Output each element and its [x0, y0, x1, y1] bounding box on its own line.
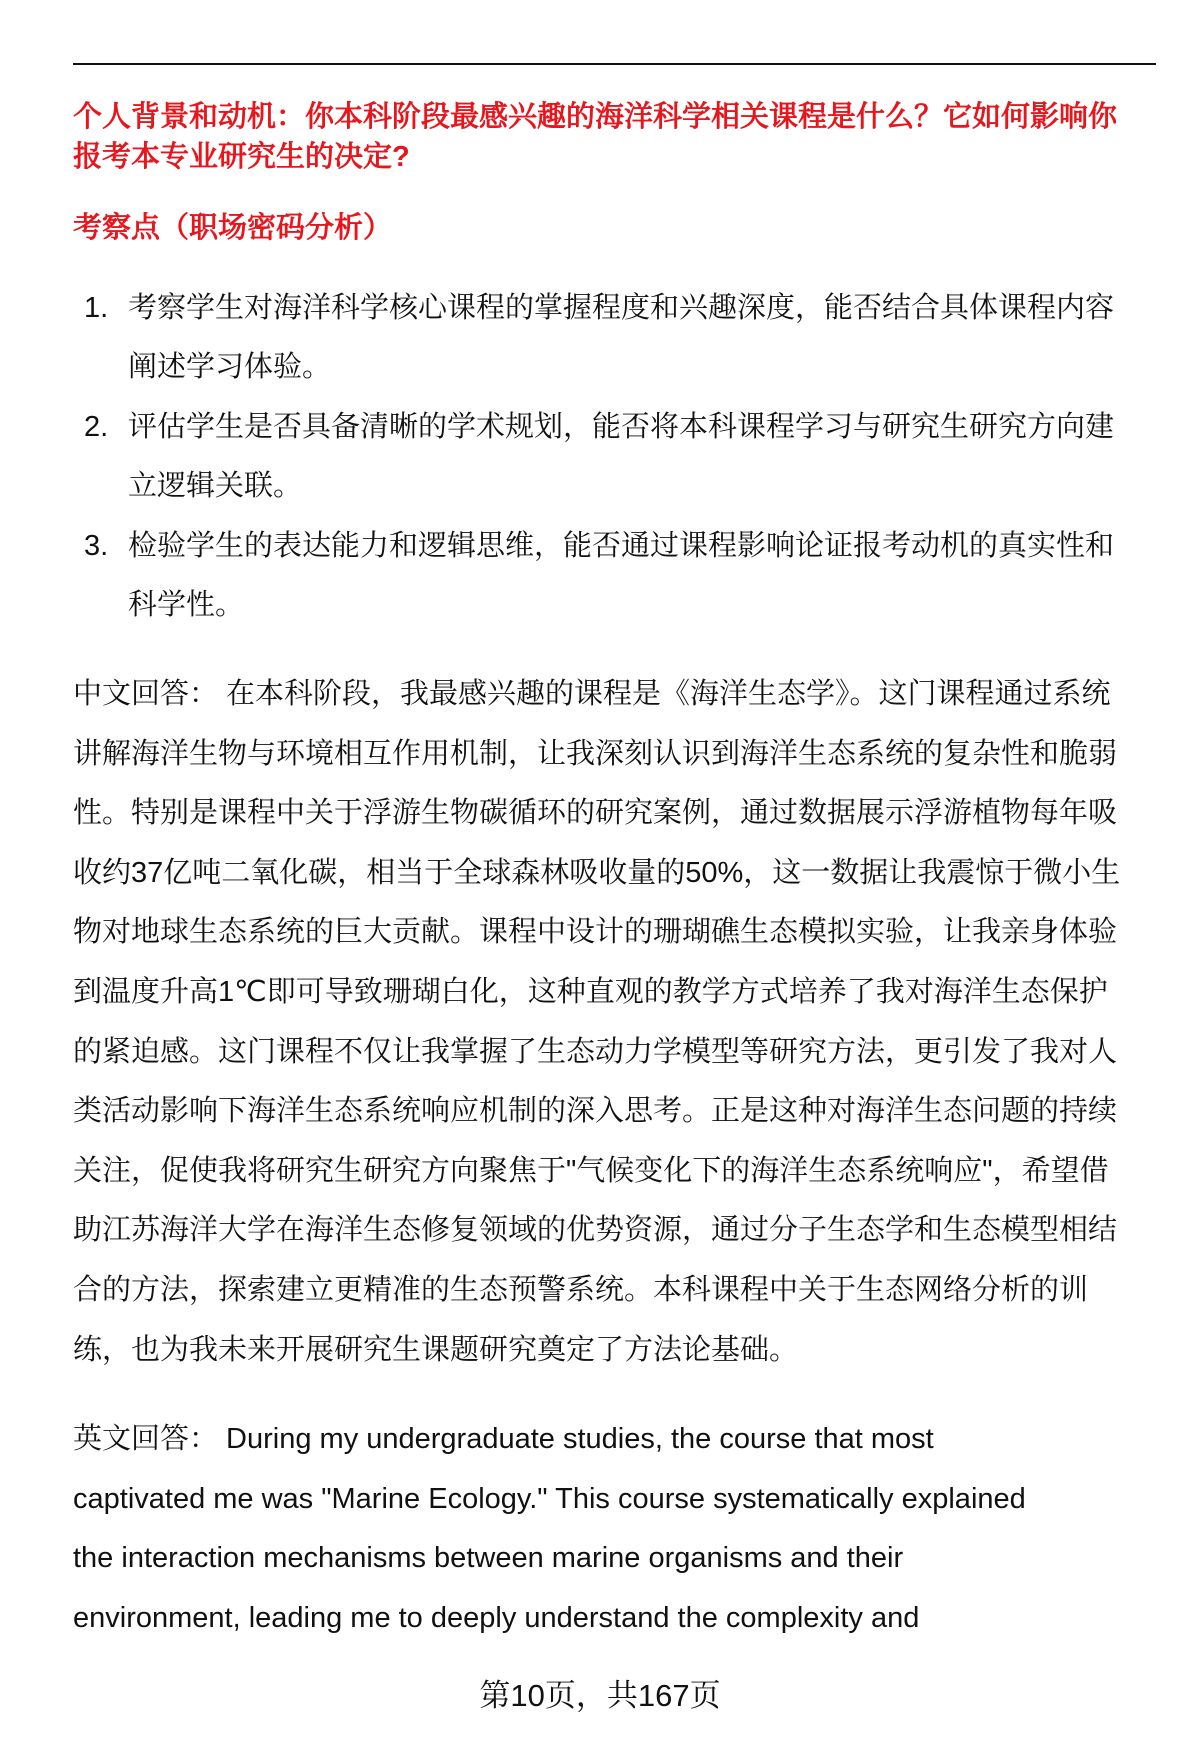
paragraph-line: 中文回答： 在本科阶段，我最感兴趣的课程是《海洋生态学》。这门课程通过系统: [73, 678, 1111, 710]
paragraph-line: 练，也为我未来开展研究生课题研究奠定了方法论基础。: [73, 1333, 799, 1366]
list-item-line: 考察学生对海洋科学核心课程的掌握程度和兴趣深度，能否结合具体课程内容: [128, 292, 1115, 324]
paragraph-line: 收约37亿吨二氧化碳，相当于全球森林吸收量的50%，这一数据让我震惊于微小生: [73, 856, 1121, 889]
header-rule: [73, 63, 1156, 65]
paragraph-line: the interaction mechanisms between marine organisms and their: [73, 1542, 904, 1575]
paragraph-line: 讲解海洋生物与环境相互作用机制，让我深刻认识到海洋生态系统的复杂性和脆弱: [73, 737, 1118, 770]
analysis-heading: 考察点（职场密码分析）: [73, 212, 393, 244]
list-number: 1.: [84, 292, 109, 324]
paragraph-line: 性。特别是课程中关于浮游生物碳循环的研究案例，通过数据展示浮游植物每年吸: [73, 797, 1118, 830]
paragraph-line: 物对地球生态系统的巨大贡献。课程中设计的珊瑚礁生态模拟实验，让我亲身体验: [73, 916, 1118, 949]
list-item-line: 阐述学习体验。: [128, 351, 332, 383]
question-line-1: 个人背景和动机：你本科阶段最感兴趣的海洋科学相关课程是什么？它如何影响你: [73, 101, 1118, 133]
list-item-line: 检验学生的表达能力和逻辑思维，能否通过课程影响论证报考动机的真实性和: [128, 530, 1115, 562]
paragraph-line: 到温度升高1℃即可导致珊瑚白化，这种直观的教学方式培养了我对海洋生态保护: [73, 976, 1108, 1008]
paragraph-line: 关注，促使我将研究生研究方向聚焦于"气候变化下的海洋生态系统响应"，希望借: [73, 1154, 1109, 1187]
question-line-2: 报考本专业研究生的决定?: [73, 141, 410, 173]
paragraph-line: captivated me was "Marine Ecology." This course systematically explained: [73, 1482, 1026, 1515]
list-number: 2.: [84, 411, 109, 443]
paragraph-line: 助江苏海洋大学在海洋生态修复领域的优势资源，通过分子生态学和生态模型相结: [73, 1214, 1118, 1247]
page-number: 第10页，共167页: [479, 1678, 721, 1713]
paragraph-line: 的紧迫感。这门课程不仅让我掌握了生态动力学模型等研究方法，更引发了我对人: [73, 1035, 1118, 1068]
paragraph-line: 合的方法，探索建立更精准的生态预警系统。本科课程中关于生态网络分析的训: [73, 1274, 1089, 1306]
paragraph-line: environment, leading me to deeply understand the complexity and: [73, 1601, 920, 1634]
list-item-line: 科学性。: [128, 589, 245, 621]
list-item-line: 评估学生是否具备清晰的学术规划，能否将本科课程学习与研究生研究方向建: [128, 411, 1115, 443]
paragraph-line: 类活动影响下海洋生态系统响应机制的深入思考。正是这种对海洋生态问题的持续: [73, 1095, 1118, 1128]
list-item-line: 立逻辑关联。: [128, 470, 303, 502]
list-number: 3.: [84, 530, 109, 562]
paragraph-line: 英文回答： During my undergraduate studies, the course that most: [73, 1423, 934, 1455]
